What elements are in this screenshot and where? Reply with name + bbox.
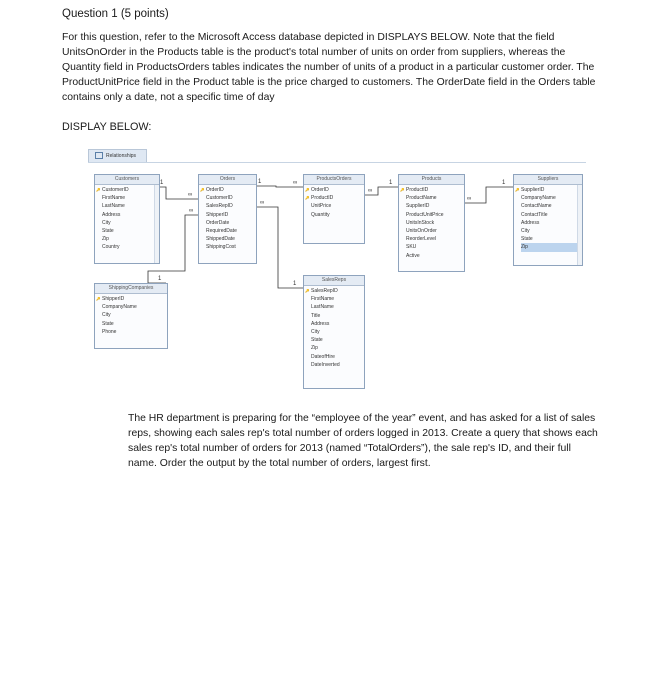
relationships-canvas — [88, 162, 586, 391]
field-companyname: CompanyName — [521, 195, 556, 202]
products-table-header: Products — [399, 175, 464, 185]
field-productid: 🔑 ProductID — [311, 194, 361, 202]
field-address: Address — [102, 211, 121, 218]
svg-text:1: 1 — [293, 281, 297, 287]
shippingcompanies-table[interactable] — [94, 283, 168, 349]
field-quantity: Quantity — [311, 211, 330, 218]
field-shipperid: 🔑 ShipperID — [102, 295, 164, 303]
field-state: State — [311, 337, 323, 344]
field-lastname: LastName — [311, 304, 334, 311]
svg-text:∞: ∞ — [188, 192, 193, 198]
shippingcompanies-table-header: ShippingCompanies — [95, 284, 167, 294]
salesreps-table-header: SalesReps — [304, 276, 364, 286]
field-orderid: 🔑 OrderID — [311, 186, 361, 194]
field-supplierid: SupplierID — [406, 203, 430, 210]
orders-table[interactable] — [198, 174, 257, 264]
field-dateinverted: DateInverted — [311, 361, 340, 368]
field-contactname: ContactName — [521, 203, 552, 210]
customers-table-header: Customers — [95, 175, 159, 185]
svg-text:∞: ∞ — [189, 208, 194, 214]
field-productname: ProductName — [406, 195, 437, 202]
suppliers-table-header: Suppliers — [514, 175, 582, 185]
question-body: For this question, refer to the Microsoft Access database depicted in DISPLAYS BELOW. Note that the field UnitsOnOrder in the Products table is the product's total number of units on order from suppliers, whereas the Quantity field in ProductsOrders tables indicates the number of units of a product in a particular customer order. The ProductUnitPrice field in the Product table is the price charged to customers. The OrderDate field in the Orders table contains only a date, not a specific time of day — [62, 32, 596, 103]
scrollbar[interactable] — [154, 185, 159, 263]
svg-text:1: 1 — [160, 180, 164, 186]
relationships-tab[interactable] — [88, 149, 147, 162]
relationships-diagram — [88, 149, 586, 391]
svg-text:1: 1 — [258, 179, 262, 185]
salesreps-table[interactable] — [303, 275, 365, 389]
field-contacttitle: ContactTitle — [521, 211, 548, 218]
productsorders-table[interactable] — [303, 174, 365, 244]
svg-text:1: 1 — [389, 180, 393, 186]
field-shippeddate: ShippedDate — [206, 236, 235, 243]
field-state: State — [521, 236, 533, 243]
orders-table-header: Orders — [199, 175, 256, 185]
field-address: Address — [521, 219, 540, 226]
customers-table[interactable] — [94, 174, 160, 264]
productsorders-table-header: ProductsOrders — [304, 175, 364, 185]
svg-text:∞: ∞ — [368, 188, 373, 194]
field-city: City — [521, 228, 530, 235]
field-shippingcost: ShippingCost — [206, 244, 236, 251]
field-address: Address — [311, 320, 330, 327]
field-city: City — [102, 312, 111, 319]
field-zip: Zip — [521, 243, 579, 251]
rel-orders-salesreps — [255, 207, 303, 288]
field-lastname: LastName — [102, 203, 125, 210]
field-zip: Zip — [102, 236, 109, 243]
display-label: DISPLAY BELOW: — [62, 121, 152, 133]
field-unitsinstock: UnitsInStock — [406, 219, 435, 226]
field-orderdate: OrderDate — [206, 219, 230, 226]
field-state: State — [102, 320, 114, 327]
field-unitprice: UnitPrice — [311, 203, 332, 210]
field-country: Country — [102, 244, 120, 251]
field-customerid: 🔑 CustomerID — [102, 186, 156, 194]
field-active: Active — [406, 252, 420, 259]
svg-text:1: 1 — [502, 180, 506, 186]
field-city: City — [311, 329, 320, 336]
field-state: State — [102, 228, 114, 235]
svg-text:∞: ∞ — [293, 180, 298, 186]
field-companyname: CompanyName — [102, 304, 137, 311]
field-productunitprice: ProductUnitPrice — [406, 211, 444, 218]
field-requireddate: RequiredDate — [206, 228, 237, 235]
field-salesrepid: SalesRepID — [206, 203, 233, 210]
field-salesrepid: 🔑 SalesRepID — [311, 287, 361, 295]
question-title: Question 1 (5 points) — [62, 8, 169, 20]
field-customerid: CustomerID — [206, 195, 233, 202]
field-orderid: 🔑 OrderID — [206, 186, 253, 194]
field-reorderlevel: ReorderLevel — [406, 236, 437, 243]
field-city: City — [102, 219, 111, 226]
svg-text:1: 1 — [158, 276, 162, 282]
field-firstname: FirstName — [311, 296, 335, 303]
field-sku: SKU — [406, 244, 417, 251]
field-unitsonorder: UnitsOnOrder — [406, 228, 437, 235]
field-phone: Phone — [102, 328, 117, 335]
svg-text:∞: ∞ — [260, 200, 265, 206]
field-zip: Zip — [311, 345, 318, 352]
rel-orders-productsorders — [255, 186, 303, 187]
field-firstname: FirstName — [102, 195, 126, 202]
field-shipperid: ShipperID — [206, 211, 229, 218]
field-supplierid: 🔑 SupplierID — [521, 186, 579, 194]
scrollbar[interactable] — [577, 185, 582, 265]
products-table[interactable] — [398, 174, 465, 272]
relationships-icon — [95, 152, 103, 159]
field-dateofhire: DateofHire — [311, 353, 335, 360]
relationships-tab-label: Relationships — [106, 153, 137, 159]
field-title: Title — [311, 312, 321, 319]
suppliers-table[interactable] — [513, 174, 583, 266]
svg-text:∞: ∞ — [467, 196, 472, 202]
task-text: The HR department is preparing for the “employee of the year” event, and has asked for a list of sales reps, showing each sales rep's total number of orders logged in 2013. Create a query that shows each sales rep's total number of orders for 2013 (named “TotalOrders”), the sale rep's ID, and their full name. Order the output by the total number of orders, largest first. — [128, 413, 598, 469]
field-productid: 🔑 ProductID — [406, 186, 461, 194]
